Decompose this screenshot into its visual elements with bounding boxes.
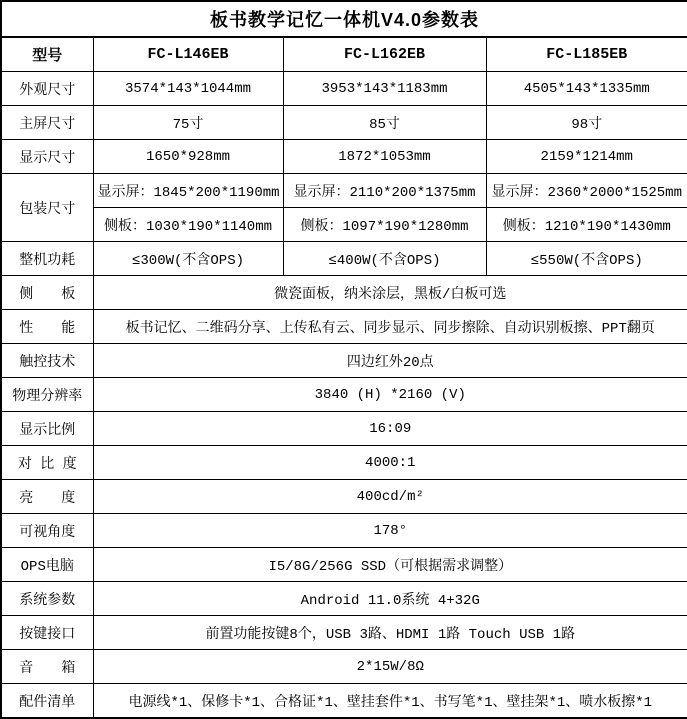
cell-buttons-interfaces: 前置功能按键8个，USB 3路、HDMI 1路 Touch USB 1路	[93, 616, 687, 650]
cell-main-screen-size-2: 85寸	[283, 106, 486, 140]
row-touch-technology	[1, 344, 687, 378]
row-label-display-ratio: 显示比例	[1, 412, 93, 446]
row-buttons-interfaces	[1, 616, 687, 650]
row-label-power-consumption: 整机功耗	[1, 242, 93, 276]
cell-system-parameters: Android 11.0系统 4+32G	[93, 582, 687, 616]
cell-performance: 板书记忆、二维码分享、上传私有云、同步显示、同步擦除、自动识别板擦、PPT翻页	[93, 310, 687, 344]
cell-ops-computer: I5/8G/256G SSD（可根据需求调整）	[93, 548, 687, 582]
page-title: 板书教学记忆一体机V4.0参数表	[1, 1, 687, 37]
row-system-parameters	[1, 582, 687, 616]
cell-display-size-2: 1872*1053mm	[283, 140, 486, 174]
row-label-speaker: 音 箱	[1, 650, 93, 684]
row-contrast-ratio	[1, 446, 687, 480]
row-performance	[1, 310, 687, 344]
row-label-ops-computer: OPS电脑	[1, 548, 93, 582]
cell-packaging-side-3: 侧板：1210*190*1430mm	[486, 208, 687, 242]
row-label-appearance-size: 外观尺寸	[1, 72, 93, 106]
row-label-physical-resolution: 物理分辨率	[1, 378, 93, 412]
cell-physical-resolution: 3840 (H) *2160 (V)	[93, 378, 687, 412]
row-physical-resolution	[1, 378, 687, 412]
row-main-screen-size	[1, 106, 687, 140]
row-label-viewing-angle: 可视角度	[1, 514, 93, 548]
cell-brightness: 400cd/m²	[93, 480, 687, 514]
cell-display-size-3: 2159*1214mm	[486, 140, 687, 174]
cell-accessories-list: 电源线*1、保修卡*1、合格证*1、壁挂套件*1、书写笔*1、壁挂架*1、喷水板擦*1	[93, 684, 687, 719]
row-label-accessories-list: 配件清单	[1, 684, 93, 719]
cell-appearance-size-1: 3574*143*1044mm	[93, 72, 283, 106]
model-header-row	[1, 37, 687, 72]
cell-main-screen-size-1: 75寸	[93, 106, 283, 140]
row-label-brightness: 亮 度	[1, 480, 93, 514]
cell-viewing-angle: 178°	[93, 514, 687, 548]
row-viewing-angle	[1, 514, 687, 548]
cell-display-ratio: 16:09	[93, 412, 687, 446]
header-model-3: FC-L185EB	[486, 37, 687, 72]
row-label-system-parameters: 系统参数	[1, 582, 93, 616]
cell-contrast-ratio: 4000:1	[93, 446, 687, 480]
row-brightness	[1, 480, 687, 514]
row-accessories-list	[1, 684, 687, 719]
header-model-label: 型号	[1, 37, 93, 72]
row-appearance-size	[1, 72, 687, 106]
row-label-buttons-interfaces: 按键接口	[1, 616, 93, 650]
cell-side-panel: 微瓷面板，纳米涂层，黑板/白板可选	[93, 276, 687, 310]
cell-display-size-1: 1650*928mm	[93, 140, 283, 174]
row-display-ratio	[1, 412, 687, 446]
cell-packaging-display-3: 显示屏：2360*2000*1525mm	[486, 174, 687, 208]
row-label-side-panel: 侧 板	[1, 276, 93, 310]
row-power-consumption	[1, 242, 687, 276]
cell-packaging-side-2: 侧板：1097*190*1280mm	[283, 208, 486, 242]
row-label-touch-technology: 触控技术	[1, 344, 93, 378]
row-ops-computer	[1, 548, 687, 582]
row-packaging-size-side	[1, 208, 687, 242]
row-label-packaging-size: 包装尺寸	[1, 174, 93, 242]
cell-packaging-side-1: 侧板：1030*190*1140mm	[93, 208, 283, 242]
cell-speaker: 2*15W/8Ω	[93, 650, 687, 684]
header-model-2: FC-L162EB	[283, 37, 486, 72]
row-label-contrast-ratio: 对 比 度	[1, 446, 93, 480]
cell-main-screen-size-3: 98寸	[486, 106, 687, 140]
row-label-display-size: 显示尺寸	[1, 140, 93, 174]
cell-power-consumption-3: ≤550W(不含OPS)	[486, 242, 687, 276]
cell-touch-technology: 四边红外20点	[93, 344, 687, 378]
cell-power-consumption-1: ≤300W(不含OPS)	[93, 242, 283, 276]
cell-power-consumption-2: ≤400W(不含OPS)	[283, 242, 486, 276]
cell-packaging-display-1: 显示屏：1845*200*1190mm	[93, 174, 283, 208]
cell-packaging-display-2: 显示屏：2110*200*1375mm	[283, 174, 486, 208]
row-display-size	[1, 140, 687, 174]
row-side-panel	[1, 276, 687, 310]
cell-appearance-size-3: 4505*143*1335mm	[486, 72, 687, 106]
row-label-performance: 性 能	[1, 310, 93, 344]
row-packaging-size-display	[1, 174, 687, 208]
cell-appearance-size-2: 3953*143*1183mm	[283, 72, 486, 106]
row-label-main-screen-size: 主屏尺寸	[1, 106, 93, 140]
row-speaker	[1, 650, 687, 684]
header-model-1: FC-L146EB	[93, 37, 283, 72]
title-row	[1, 1, 687, 37]
